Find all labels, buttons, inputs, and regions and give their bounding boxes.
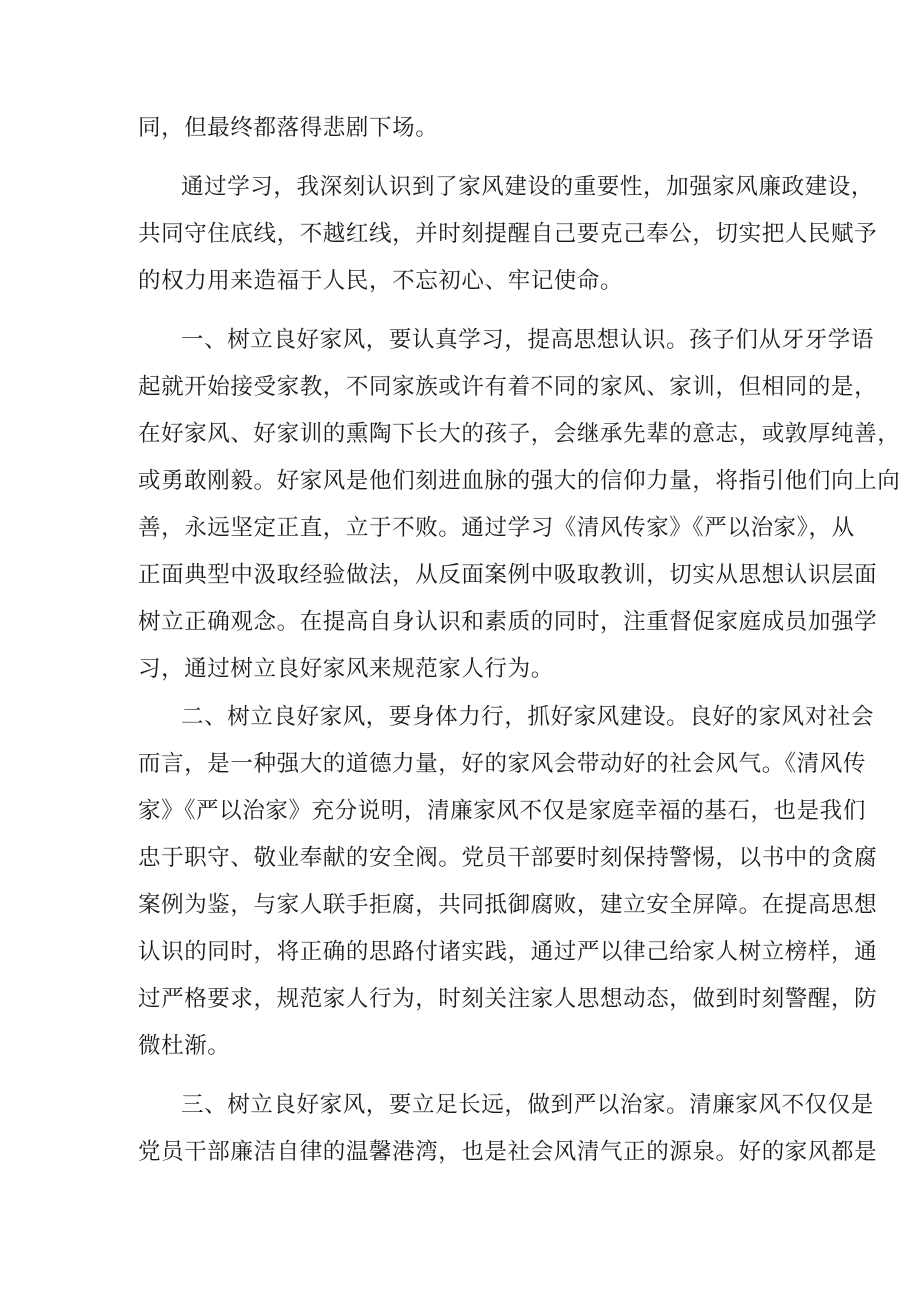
paragraph-2-line-4: 或勇敢刚毅。好家风是他们刻进血脉的强大的信仰力量，将指引他们向上向 <box>138 468 901 494</box>
paragraph-3-line-5: 案例为鉴，与家人联手拒腐，共同抵御腐败，建立安全屏障。在提高思想 <box>138 892 878 918</box>
paragraph-0-line-1: 同，但最终都落得悲剧下场。 <box>138 115 439 141</box>
paragraph-2-line-8: 习，通过树立良好家风来规范家人行为。 <box>138 656 554 682</box>
paragraph-4-line-2: 党员干部廉洁自律的温馨港湾，也是社会风清气正的源泉。好的家风都是 <box>138 1139 878 1165</box>
paragraph-2-line-1: 一、树立良好家风，要认真学习，提高思想认识。孩子们从牙牙学语 <box>181 327 875 353</box>
paragraph-2-line-6: 正面典型中汲取经验做法，从反面案例中吸取教训，切实从思想认识层面 <box>138 562 878 588</box>
paragraph-2-line-5: 善，永远坚定正直，立于不败。通过学习《清风传家》《严以治家》，从 <box>138 515 855 541</box>
paragraph-1-line-1: 通过学习，我深刻认识到了家风建设的重要性，加强家风廉政建设， <box>181 174 875 200</box>
paragraph-3-line-7: 过严格要求，规范家人行为，时刻关注家人思想动态，做到时刻警醒，防 <box>138 986 878 1012</box>
paragraph-3-line-4: 忠于职守、敬业奉献的安全阀。党员干部要时刻保持警惕，以书中的贪腐 <box>138 845 878 871</box>
paragraph-3-line-8: 微杜渐。 <box>138 1033 231 1059</box>
paragraph-1-line-2: 共同守住底线，不越红线，并时刻提醒自己要克己奉公，切实把人民赋予 <box>138 221 878 247</box>
paragraph-2-line-7: 树立正确观念。在提高自身认识和素质的同时，注重督促家庭成员加强学 <box>138 609 878 635</box>
paragraph-2-line-2: 起就开始接受家教，不同家族或许有着不同的家风、家训，但相同的是， <box>138 374 878 400</box>
paragraph-3-line-3: 家》《严以治家》充分说明，清廉家风不仅是家庭幸福的基石，也是我们 <box>138 798 866 824</box>
paragraph-3-line-6: 认识的同时，将正确的思路付诸实践，通过严以律己给家人树立榜样，通 <box>138 939 878 965</box>
paragraph-4-line-1: 三、树立良好家风，要立足长远，做到严以治家。清廉家风不仅仅是 <box>181 1092 875 1118</box>
paragraph-1-line-3: 的权力用来造福于人民，不忘初心、牢记使命。 <box>138 268 624 294</box>
paragraph-3-line-2: 而言，是一种强大的道德力量，好的家风会带动好的社会风气。《清风传 <box>138 751 866 777</box>
paragraph-3-line-1: 二、树立良好家风，要身体力行，抓好家风建设。良好的家风对社会 <box>181 704 875 730</box>
paragraph-2-line-3: 在好家风、好家训的熏陶下长大的孩子，会继承先辈的意志，或敦厚纯善， <box>138 421 901 447</box>
